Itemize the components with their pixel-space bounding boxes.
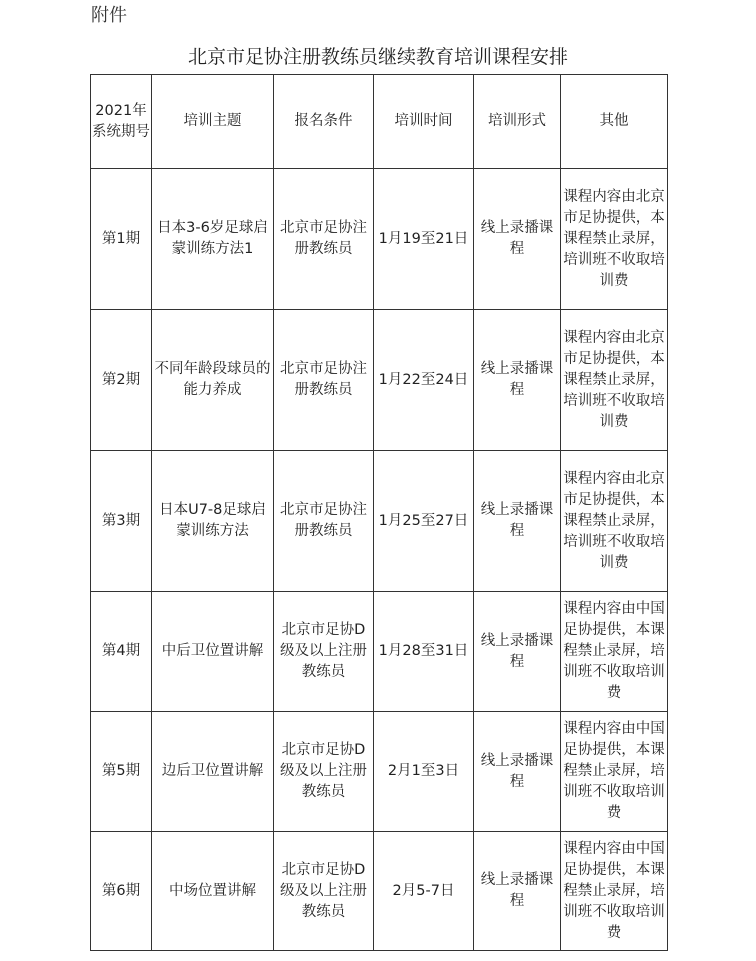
cell-eligibility: 北京市足协注册教练员 [274, 451, 374, 592]
cell-topic: 不同年龄段球员的能力养成 [152, 310, 274, 451]
cell-time: 2月1至3日 [374, 712, 474, 832]
cell-other: 课程内容由北京市足协提供，本课程禁止录屏，培训班不收取培训费 [561, 451, 668, 592]
cell-topic: 中后卫位置讲解 [152, 592, 274, 712]
cell-eligibility: 北京市足协注册教练员 [274, 169, 374, 310]
cell-other: 课程内容由北京市足协提供，本课程禁止录屏，培训班不收取培训费 [561, 310, 668, 451]
table-row [91, 310, 668, 451]
header-period: 2021年系统期号 [91, 75, 152, 169]
cell-time: 1月22至24日 [374, 310, 474, 451]
table-row [91, 169, 668, 310]
attachment-label: 附件 [91, 5, 127, 26]
cell-eligibility: 北京市足协D级及以上注册教练员 [274, 712, 374, 832]
cell-format: 线上录播课程 [474, 832, 561, 951]
page-title: 北京市足协注册教练员继续教育培训课程安排 [187, 46, 568, 68]
table-row [91, 451, 668, 592]
cell-other: 课程内容由中国足协提供，本课程禁止录屏，培训班不收取培训费 [561, 592, 668, 712]
cell-period: 第5期 [91, 712, 152, 832]
cell-topic: 日本U7-8足球启蒙训练方法 [152, 451, 274, 592]
cell-format: 线上录播课程 [474, 712, 561, 832]
header-eligibility: 报名条件 [274, 75, 374, 169]
header-time: 培训时间 [374, 75, 474, 169]
table-row [91, 592, 668, 712]
cell-format: 线上录播课程 [474, 169, 561, 310]
table-row [91, 832, 668, 951]
cell-time: 1月28至31日 [374, 592, 474, 712]
cell-time: 2月5-7日 [374, 832, 474, 951]
cell-other: 课程内容由北京市足协提供，本课程禁止录屏，培训班不收取培训费 [561, 169, 668, 310]
cell-format: 线上录播课程 [474, 451, 561, 592]
cell-format: 线上录播课程 [474, 592, 561, 712]
cell-period: 第1期 [91, 169, 152, 310]
table-header-row [91, 75, 668, 169]
cell-period: 第3期 [91, 451, 152, 592]
cell-eligibility: 北京市足协注册教练员 [274, 310, 374, 451]
table-row [91, 712, 668, 832]
cell-format: 线上录播课程 [474, 310, 561, 451]
header-other: 其他 [561, 75, 668, 169]
cell-time: 1月19至21日 [374, 169, 474, 310]
cell-other: 课程内容由中国足协提供，本课程禁止录屏，培训班不收取培训费 [561, 712, 668, 832]
cell-period: 第4期 [91, 592, 152, 712]
cell-period: 第6期 [91, 832, 152, 951]
header-topic: 培训主题 [152, 75, 274, 169]
cell-topic: 日本3-6岁足球启蒙训练方法1 [152, 169, 274, 310]
cell-topic: 中场位置讲解 [152, 832, 274, 951]
cell-topic: 边后卫位置讲解 [152, 712, 274, 832]
header-format: 培训形式 [474, 75, 561, 169]
cell-time: 1月25至27日 [374, 451, 474, 592]
cell-eligibility: 北京市足协D级及以上注册教练员 [274, 832, 374, 951]
cell-period: 第2期 [91, 310, 152, 451]
schedule-table [90, 74, 668, 951]
cell-other: 课程内容由中国足协提供，本课程禁止录屏，培训班不收取培训费 [561, 832, 668, 951]
cell-eligibility: 北京市足协D级及以上注册教练员 [274, 592, 374, 712]
